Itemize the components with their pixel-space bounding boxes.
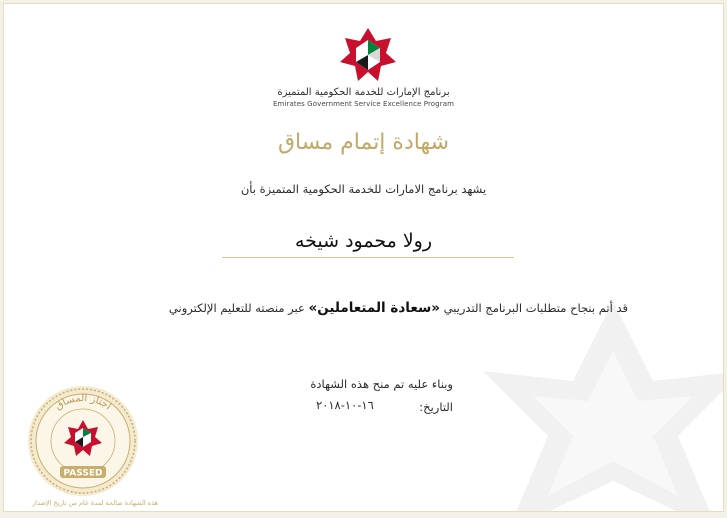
course-name: «سعادة المتعاملين»: [308, 300, 440, 316]
validity-note: هذه الشهادة صالحة لمدة عام من تاريخ الإصدار: [32, 499, 158, 507]
program-logo-icon: [338, 26, 398, 84]
star-watermark: [463, 291, 724, 512]
name-underline: [222, 257, 514, 258]
granted-statement: وبناء عليه تم منح هذه الشهادة: [310, 377, 453, 391]
program-name-arabic: برنامج الإمارات للخدمة الحكومية المتميزة: [277, 87, 450, 98]
passed-seal-icon: [26, 384, 140, 498]
completion-prefix: قد أتم بنجاح متطلبات البرنامج التدريبي: [443, 301, 628, 315]
date-value: ١٦‐١٠‐٢٠١٨: [316, 398, 374, 412]
date-label: التاريخ:: [419, 400, 453, 414]
seal-arabic-text: اجتاز المساق: [53, 392, 114, 413]
certificate: [3, 3, 724, 512]
program-name-english: Emirates Government Service Excellence Program: [273, 100, 454, 108]
seal-english-text: PASSED: [63, 468, 103, 479]
certificate-title: شهادة إتمام مساق: [277, 130, 450, 155]
recipient-name: رولا محمود شيخه: [294, 230, 433, 252]
completion-suffix: عبر منصته للتعليم الإلكتروني: [168, 301, 305, 315]
completion-statement: [169, 300, 628, 316]
certifies-statement: يشهد برنامج الامارات للخدمة الحكومية المتميزة بأن: [240, 182, 487, 196]
